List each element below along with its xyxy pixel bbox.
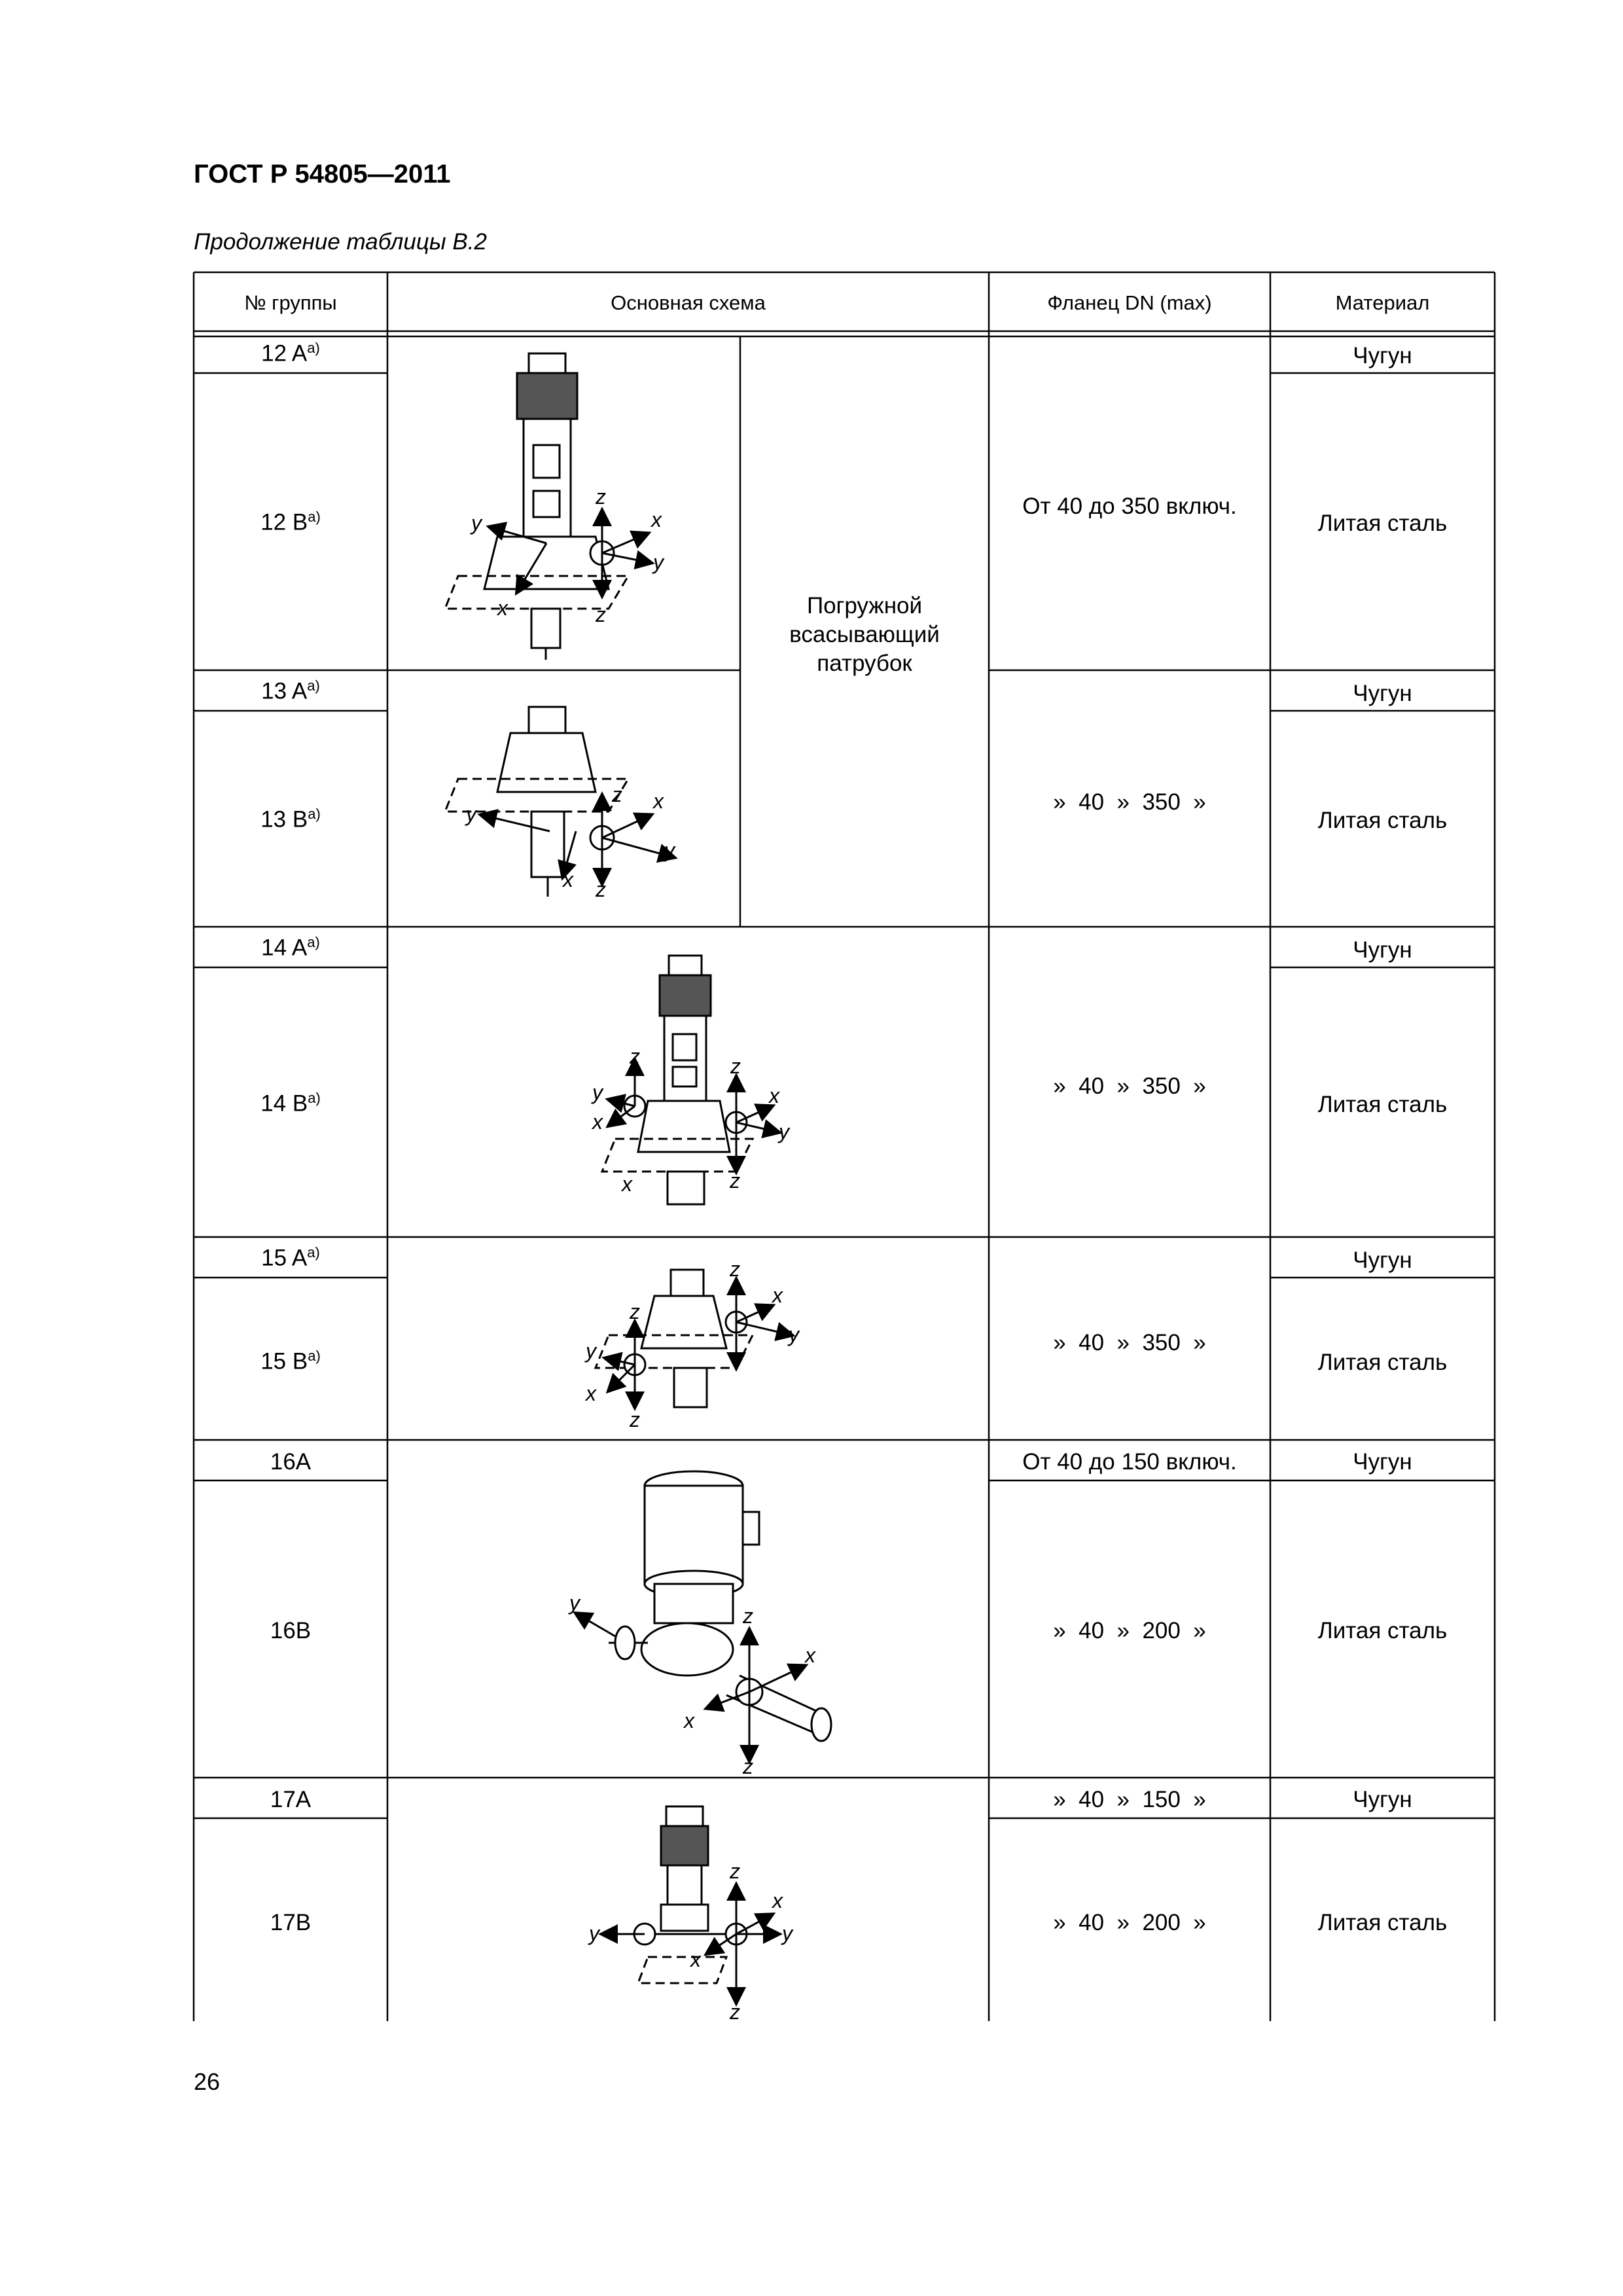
- suction-note: Погружной всасывающий патрубок: [789, 593, 940, 676]
- pump-scheme-16-icon: [576, 1471, 831, 1761]
- axis-label-x: x: [622, 1172, 632, 1196]
- pump-scheme-14-icon: [602, 956, 779, 1204]
- axis-label-x: x: [563, 868, 573, 891]
- axis-label-y: y: [589, 1922, 599, 1945]
- axis-label-z: z: [730, 1054, 741, 1078]
- flange-13: » 40 » 350 »: [1053, 789, 1206, 815]
- material-14b: Литая сталь: [1317, 1092, 1448, 1117]
- axis-label-x: x: [772, 1283, 783, 1307]
- flange-15: » 40 » 350 »: [1053, 1330, 1206, 1355]
- pump-scheme-13-icon: [445, 707, 674, 897]
- axis-label-z: z: [743, 1755, 753, 1778]
- table-continuation-caption: Продолжение таблицы В.2: [194, 229, 487, 255]
- doc-title: ГОСТ Р 54805—2011: [194, 160, 451, 188]
- material-17b: Литая сталь: [1317, 1910, 1448, 1935]
- group-14b: 14 $B^{а)}$: [260, 1090, 321, 1117]
- axis-label-x: x: [769, 1084, 779, 1107]
- axis-label-x: x: [586, 1382, 596, 1405]
- flange-14: » 40 » 350 »: [1053, 1073, 1206, 1099]
- axis-label-y: y: [664, 838, 675, 862]
- flange-12: От 40 до 350 включ.: [1022, 493, 1237, 519]
- material-12b: Литая сталь: [1317, 511, 1448, 536]
- axis-label-x: x: [772, 1889, 783, 1912]
- material-15a: Чугун: [1353, 1247, 1412, 1273]
- flange-17b: » 40 » 200 »: [1053, 1910, 1206, 1935]
- page-number: 26: [194, 2068, 221, 2095]
- axis-label-y: y: [789, 1323, 799, 1346]
- group-13a: 13 $A^{а)}$: [261, 677, 320, 704]
- pump-scheme-12-icon: [445, 353, 651, 660]
- group-16b: 16B: [270, 1618, 312, 1643]
- axis-label-z: z: [730, 1859, 740, 1883]
- axis-label-x: x: [684, 1709, 694, 1732]
- axis-label-y: y: [471, 511, 482, 535]
- flange-16b: » 40 » 200 »: [1053, 1618, 1206, 1643]
- axis-label-z: z: [630, 1045, 640, 1068]
- material-12a: Чугун: [1353, 343, 1412, 368]
- group-15b: 15 $B^{а)}$: [260, 1348, 321, 1374]
- axis-label-x: x: [805, 1643, 815, 1667]
- axis-label-y: y: [779, 1120, 789, 1143]
- col-header-scheme: Основная схема: [611, 291, 766, 314]
- material-15b: Литая сталь: [1317, 1350, 1448, 1375]
- flange-16a: От 40 до 150 включ.: [1022, 1449, 1237, 1475]
- group-12a: 12 $A^{а)}$: [261, 340, 320, 367]
- axis-label-x: x: [651, 508, 662, 531]
- axis-label-z: z: [596, 485, 606, 509]
- group-12b: 12 $B^{а)}$: [260, 509, 321, 535]
- material-13a: Чугун: [1353, 681, 1412, 706]
- axis-label-z: z: [630, 1300, 640, 1323]
- col-header-material: Материал: [1335, 291, 1430, 314]
- pump-scheme-17-icon: [602, 1806, 779, 2003]
- group-13b: 13 $B^{а)}$: [260, 806, 321, 833]
- material-16a: Чугун: [1353, 1449, 1412, 1475]
- axis-label-y: y: [782, 1922, 793, 1945]
- axis-label-z: z: [596, 603, 606, 626]
- material-14a: Чугун: [1353, 937, 1412, 963]
- material-17a: Чугун: [1353, 1787, 1412, 1812]
- flange-17a: » 40 » 150 »: [1053, 1787, 1206, 1812]
- group-14a: 14 $A^{а)}$: [261, 934, 320, 961]
- axis-label-z: z: [730, 1257, 740, 1281]
- col-header-flange: Фланец DN (max): [1047, 291, 1212, 314]
- axis-label-x: x: [690, 1948, 701, 1971]
- pump-scheme-15-icon: [596, 1270, 792, 1407]
- group-17b: 17B: [270, 1910, 312, 1935]
- axis-label-x: x: [592, 1110, 603, 1134]
- axis-label-y: y: [569, 1591, 580, 1615]
- axis-label-z: z: [743, 1604, 753, 1628]
- axis-label-x: x: [653, 789, 664, 813]
- material-13b: Литая сталь: [1317, 808, 1448, 833]
- axis-label-z: z: [730, 2000, 740, 2024]
- axis-label-x: x: [497, 596, 508, 620]
- material-16b: Литая сталь: [1317, 1618, 1448, 1643]
- group-15a: 15 $A^{а)}$: [261, 1244, 320, 1271]
- axis-label-y: y: [653, 550, 664, 574]
- axis-label-y: y: [466, 802, 476, 826]
- group-16a: 16A: [270, 1449, 312, 1475]
- axis-label-z: z: [612, 783, 622, 806]
- axis-label-z: z: [596, 878, 606, 901]
- axis-label-y: y: [586, 1339, 596, 1363]
- axis-label-z: z: [730, 1169, 740, 1193]
- axis-label-z: z: [630, 1408, 640, 1431]
- group-17a: 17A: [270, 1787, 312, 1812]
- axis-label-y: y: [592, 1081, 603, 1104]
- col-header-group: № группы: [244, 291, 337, 314]
